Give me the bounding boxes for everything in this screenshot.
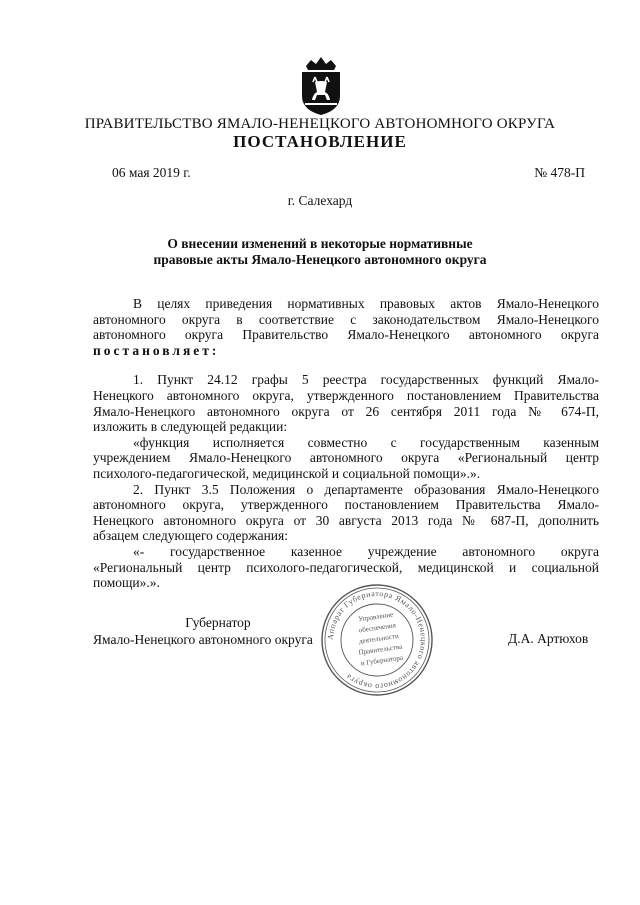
document-type-title: ПОСТАНОВЛЕНИЕ [233,132,407,151]
coat-of-arms-emblem [296,52,346,116]
document-body [93,296,599,591]
svg-text:Управление: Управление [357,610,394,624]
resolves-word: постановляет: [93,342,220,358]
signatory-region: Ямало-Ненецкого автономного округа [93,632,313,647]
item1-line: изложить в следующей редакции: [93,419,288,435]
svg-text:деятельности: деятельности [358,631,400,646]
item2-line: абзацем следующего содержания: [93,528,288,544]
item2-quote-line: «- государственное казенное учреждение автономного округа [133,543,599,559]
subject-line: О внесении изменений в некоторые нормативные [167,236,473,251]
preamble-line: автономного округа Правительство Ямало-Ненецкого автономного округа [93,327,599,343]
preamble-line: В целях приведения нормативных правовых актов Ямало-Ненецкого [133,296,599,311]
document-city: г. Салехард [287,193,353,208]
document-date: 06 мая 2019 г. [112,165,191,180]
subject-line: правовые акты Ямало-Ненецкого автономного округа [153,252,487,267]
document-number: № 478-П [534,165,585,180]
item2-quote-line: помощи».». [93,575,160,591]
signatory-post [93,614,343,648]
document-subject [0,236,640,268]
item1-line: Ямало-Ненецкого автономного округа от 26 сентября 2011 года № 674-П, [93,403,599,419]
signatory-title: Губернатор [185,615,251,630]
item1-quote-line: психолого-педагогической, медицинской и социальной помощи».». [93,465,481,481]
item1-quote-line: учреждением Ямало-Ненецкого автономного округа «Региональный центр [93,450,599,466]
item2-line: автономного округа, утвержденного постановлением Правительства Ямало- [93,497,599,513]
item2-line: Ненецкого автономного округа от 30 августа 2013 года № 687-П, дополнить [93,512,599,528]
signatory-name: Д.А. Артюхов [508,631,589,646]
item1-quote-line: «функция исполняется совместно с государственным казенным [133,434,599,450]
svg-text:обеспечения: обеспечения [358,621,397,635]
item2-line: 2. Пункт 3.5 Положения о департаменте образования Ямало-Ненецкого [133,481,599,497]
svg-text:и Губернатора: и Губернатора [360,653,404,668]
svg-text:Правительства: Правительства [357,642,403,657]
item1-line: 1. Пункт 24.12 графы 5 реестра государственных функций Ямало- [133,372,599,388]
item1-line: Ненецкого автономного округа, утвержденного постановлением Правительства [93,387,599,403]
item2-quote-line: «Региональный центр психолого-педагогической, медицинской и социальной [93,559,599,575]
government-name: ПРАВИТЕЛЬСТВО ЯМАЛО-НЕНЕЦКОГО АВТОНОМНОГО ОКРУГА [84,116,556,132]
preamble-line: автономного округа в соответствие с законодательством Ямало-Ненецкого [93,311,599,327]
seal-ring-text: Аппарат Губернатора Ямало-Ненецкого автономного округа [325,588,429,692]
